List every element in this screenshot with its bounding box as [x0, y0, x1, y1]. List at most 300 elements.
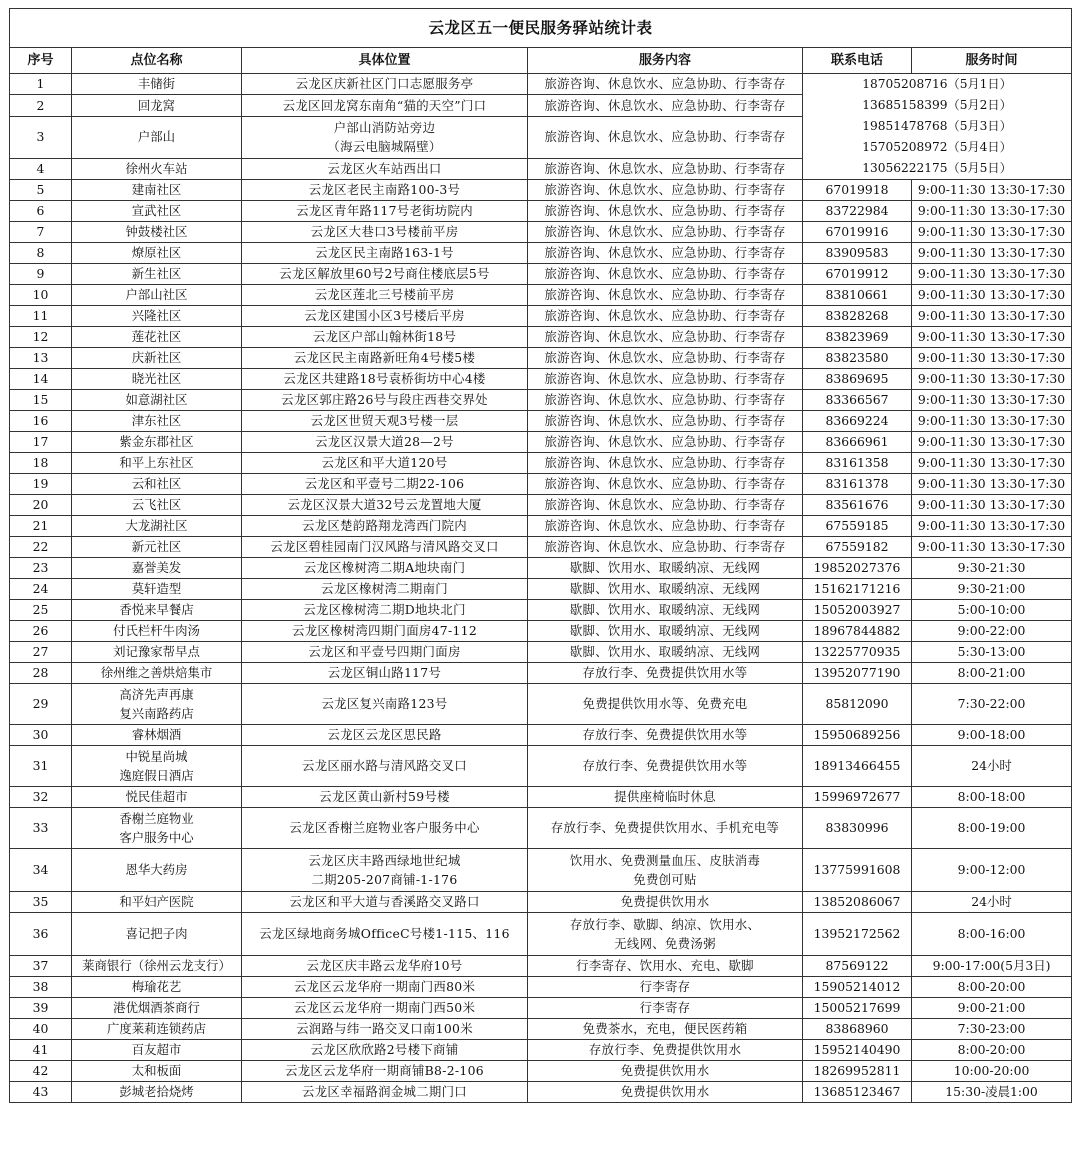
station-location: 云龙区郭庄路26号与段庄西巷交界处: [242, 390, 528, 411]
station-hours: 8:00-21:00: [912, 663, 1072, 684]
station-location: 云龙区欣欣路2号楼下商铺: [242, 1040, 528, 1061]
row-number: 3: [10, 116, 72, 158]
station-name: 彭城老拾烧烤: [72, 1082, 242, 1103]
station-name: 兴隆社区: [72, 306, 242, 327]
table-row: [10, 977, 1072, 998]
table-row: [10, 1061, 1072, 1082]
table-row: [10, 1040, 1072, 1061]
shared-contact-line: 13056222175（5月5日）: [862, 161, 1012, 175]
table-row: [10, 201, 1072, 222]
station-hours: 9:00-11:30 13:30-17:30: [912, 474, 1072, 495]
table-row: [10, 453, 1072, 474]
row-number: 20: [10, 495, 72, 516]
table-row: [10, 432, 1072, 453]
station-service: 行李寄存、饮用水、充电、歇脚: [528, 956, 803, 977]
table-row: [10, 642, 1072, 663]
station-hours: 8:00-20:00: [912, 1040, 1072, 1061]
station-name: 太和板面: [72, 1061, 242, 1082]
row-number: 12: [10, 327, 72, 348]
station-name: 户部山社区: [72, 285, 242, 306]
station-phone: 83868960: [803, 1019, 912, 1040]
station-phone: 83561676: [803, 495, 912, 516]
station-name: 广度莱莉连锁药店: [72, 1019, 242, 1040]
shared-contact-line: 15705208972（5月4日）: [862, 140, 1012, 154]
station-service: 免费茶水，充电，便民医药箱: [528, 1019, 803, 1040]
station-phone: 83823969: [803, 327, 912, 348]
station-location: 云龙区铜山路117号: [242, 663, 528, 684]
station-location: 云龙区云龙区思民路: [242, 725, 528, 746]
station-name: 如意湖社区: [72, 390, 242, 411]
station-hours: 9:00-11:30 13:30-17:30: [912, 537, 1072, 558]
station-phone: 67019912: [803, 264, 912, 285]
station-phone: 67019916: [803, 222, 912, 243]
station-phone: 13225770935: [803, 642, 912, 663]
station-phone: 83161358: [803, 453, 912, 474]
station-service: 旅游咨询、休息饮水、应急协助、行李寄存: [528, 201, 803, 222]
station-location: 云龙区莲北三号楼前平房: [242, 285, 528, 306]
station-name: 嘉誉美发: [72, 558, 242, 579]
station-phone: 13775991608: [803, 849, 912, 892]
station-service: 提供座椅临时休息: [528, 787, 803, 808]
station-name: [72, 684, 242, 725]
station-hours: 9:30-21:00: [912, 579, 1072, 600]
table-row: [10, 516, 1072, 537]
table-row: [10, 74, 1072, 95]
station-phone: 13952172562: [803, 913, 912, 956]
station-service: 行李寄存: [528, 998, 803, 1019]
station-phone: 83669224: [803, 411, 912, 432]
row-number: 22: [10, 537, 72, 558]
station-location: 云龙区汉景大道32号云龙置地大厦: [242, 495, 528, 516]
station-hours: 9:00-22:00: [912, 621, 1072, 642]
station-hours: 9:00-11:30 13:30-17:30: [912, 453, 1072, 474]
station-phone: 67559182: [803, 537, 912, 558]
station-name: 悦民佳超市: [72, 787, 242, 808]
station-phone: 18913466455: [803, 746, 912, 787]
station-hours: 9:00-11:30 13:30-17:30: [912, 495, 1072, 516]
row-number: 35: [10, 892, 72, 913]
station-location: 云龙区世贸天观3号楼一层: [242, 411, 528, 432]
shared-contact-line: 18705208716（5月1日）: [862, 77, 1012, 91]
station-name: 钟鼓楼社区: [72, 222, 242, 243]
row-number: 13: [10, 348, 72, 369]
station-service-line: 饮用水、免费测量血压、皮肤消毒: [569, 853, 761, 868]
row-number: 8: [10, 243, 72, 264]
station-service-line: 无线网、免费汤粥: [614, 936, 716, 951]
station-service: 旅游咨询、休息饮水、应急协助、行李寄存: [528, 369, 803, 390]
row-number: 10: [10, 285, 72, 306]
table-row: [10, 474, 1072, 495]
station-hours: 9:00-12:00: [912, 849, 1072, 892]
station-service: 行李寄存: [528, 977, 803, 998]
station-location: 云龙区建国小区3号楼后平房: [242, 306, 528, 327]
station-name: 回龙窝: [72, 95, 242, 116]
station-hours: 9:00-11:30 13:30-17:30: [912, 390, 1072, 411]
table-row: [10, 369, 1072, 390]
station-service: 旅游咨询、休息饮水、应急协助、行李寄存: [528, 158, 803, 179]
station-service: 免费提供饮用水: [528, 892, 803, 913]
table-row: [10, 621, 1072, 642]
station-location: 云龙区和平壹号二期22-106: [242, 474, 528, 495]
station-hours: 10:00-20:00: [912, 1061, 1072, 1082]
station-location: 云润路与纬一路交叉口南100米: [242, 1019, 528, 1040]
station-phone: 19852027376: [803, 558, 912, 579]
station-name: 莫轩造型: [72, 579, 242, 600]
table-row: [10, 913, 1072, 956]
row-number: 21: [10, 516, 72, 537]
station-location: 云龙区解放里60号2号商住楼底层5号: [242, 264, 528, 285]
station-location: 云龙区绿地商务城OfficeC号楼1-115、116: [242, 913, 528, 956]
station-hours: 9:00-11:30 13:30-17:30: [912, 327, 1072, 348]
station-location: 云龙区回龙窝东南角“猫的天空”门口: [242, 95, 528, 116]
row-number: 38: [10, 977, 72, 998]
row-number: 18: [10, 453, 72, 474]
station-name: 庆新社区: [72, 348, 242, 369]
station-location: 云龙区和平壹号四期门面房: [242, 642, 528, 663]
table-row: [10, 411, 1072, 432]
station-hours: 9:00-11:30 13:30-17:30: [912, 201, 1072, 222]
row-number: 11: [10, 306, 72, 327]
station-phone: 15996972677: [803, 787, 912, 808]
station-location-line: 户部山消防站旁边: [333, 120, 436, 136]
table-row: [10, 579, 1072, 600]
station-phone: 83909583: [803, 243, 912, 264]
table-row: [10, 1019, 1072, 1040]
row-number: 4: [10, 158, 72, 179]
row-number: 27: [10, 642, 72, 663]
station-hours: 9:00-11:30 13:30-17:30: [912, 180, 1072, 201]
station-location: 云龙区和平大道120号: [242, 453, 528, 474]
station-service: 旅游咨询、休息饮水、应急协助、行李寄存: [528, 306, 803, 327]
station-phone: 83666961: [803, 432, 912, 453]
station-location: 云龙区丽水路与清风路交叉口: [242, 746, 528, 787]
header-row: [10, 48, 1072, 74]
station-service: 旅游咨询、休息饮水、应急协助、行李寄存: [528, 453, 803, 474]
row-number: 17: [10, 432, 72, 453]
table-row: [10, 725, 1072, 746]
station-name-line: 高济先声再康: [119, 687, 194, 702]
station-phone: 15162171216: [803, 579, 912, 600]
station-service: 歇脚、饮用水、取暖纳凉、无线网: [528, 621, 803, 642]
station-name-line: 客户服务中心: [119, 830, 194, 845]
station-location: 云龙区青年路117号老街坊院内: [242, 201, 528, 222]
row-number: 25: [10, 600, 72, 621]
station-location: 云龙区老民主南路100-3号: [242, 180, 528, 201]
station-phone: 87569122: [803, 956, 912, 977]
row-number: 36: [10, 913, 72, 956]
station-name: 紫金东郡社区: [72, 432, 242, 453]
row-number: 37: [10, 956, 72, 977]
station-phone: 67559185: [803, 516, 912, 537]
station-name: 大龙湖社区: [72, 516, 242, 537]
station-hours: 9:00-11:30 13:30-17:30: [912, 306, 1072, 327]
station-service: 旅游咨询、休息饮水、应急协助、行李寄存: [528, 327, 803, 348]
row-number: 34: [10, 849, 72, 892]
station-service: 旅游咨询、休息饮水、应急协助、行李寄存: [528, 537, 803, 558]
table-row: [10, 808, 1072, 849]
header-service: 服务内容: [528, 48, 803, 74]
station-location: [242, 849, 528, 892]
station-hours: 15:30-凌晨1:00: [912, 1082, 1072, 1103]
station-phone: 83161378: [803, 474, 912, 495]
row-number: 9: [10, 264, 72, 285]
station-hours: 5:30-13:00: [912, 642, 1072, 663]
station-hours: 9:00-11:30 13:30-17:30: [912, 243, 1072, 264]
station-location: 云龙区复兴南路123号: [242, 684, 528, 725]
station-phone: 83823580: [803, 348, 912, 369]
station-name: 香悦来早餐店: [72, 600, 242, 621]
row-number: 7: [10, 222, 72, 243]
row-number: 28: [10, 663, 72, 684]
station-hours: 24小时: [912, 892, 1072, 913]
station-service: [528, 849, 803, 892]
station-location: 云龙区民主南路163-1号: [242, 243, 528, 264]
station-phone: 83828268: [803, 306, 912, 327]
table-row: [10, 956, 1072, 977]
table-row: [10, 243, 1072, 264]
station-name: 和平妇产医院: [72, 892, 242, 913]
table-row: [10, 663, 1072, 684]
station-hours: 9:00-11:30 13:30-17:30: [912, 285, 1072, 306]
station-name-line: 中锐星尚城: [125, 749, 188, 764]
row-number: 26: [10, 621, 72, 642]
station-location: 云龙区共建路18号袁桥街坊中心4楼: [242, 369, 528, 390]
station-service: 存放行李、免费提供饮用水等: [528, 746, 803, 787]
row-number: 19: [10, 474, 72, 495]
row-number: 2: [10, 95, 72, 116]
header-no: 序号: [10, 48, 72, 74]
table-row: [10, 1082, 1072, 1103]
station-location: 云龙区民主南路新旺角4号楼5楼: [242, 348, 528, 369]
station-service: 免费提供饮用水等、免费充电: [528, 684, 803, 725]
station-location: 云龙区和平大道与香溪路交叉路口: [242, 892, 528, 913]
station-hours: 8:00-19:00: [912, 808, 1072, 849]
station-service: [528, 913, 803, 956]
row-number: 16: [10, 411, 72, 432]
table-row: [10, 264, 1072, 285]
row-number: 43: [10, 1082, 72, 1103]
shared-contact-numbers: [803, 74, 1072, 180]
row-number: 1: [10, 74, 72, 95]
station-service: 旅游咨询、休息饮水、应急协助、行李寄存: [528, 243, 803, 264]
station-phone: 83869695: [803, 369, 912, 390]
header-hours: 服务时间: [912, 48, 1072, 74]
station-hours: 9:00-18:00: [912, 725, 1072, 746]
station-phone: 13852086067: [803, 892, 912, 913]
station-phone: 15052003927: [803, 600, 912, 621]
station-location-line: 云龙区庆丰路西绿地世纪城: [308, 853, 461, 868]
row-number: 39: [10, 998, 72, 1019]
station-location: 云龙区楚韵路翔龙湾西门院内: [242, 516, 528, 537]
table-row: [10, 495, 1072, 516]
table-row: [10, 787, 1072, 808]
station-location: 云龙区庆新社区门口志愿服务亭: [242, 74, 528, 95]
station-location: 云龙区橡树湾二期D地块北门: [242, 600, 528, 621]
station-hours: 24小时: [912, 746, 1072, 787]
shared-contact-line: 13685158399（5月2日）: [862, 98, 1012, 112]
table-row: [10, 390, 1072, 411]
station-service: 旅游咨询、休息饮水、应急协助、行李寄存: [528, 432, 803, 453]
station-name: 刘记豫家帮早点: [72, 642, 242, 663]
table-title: 云龙区五一便民服务驿站统计表: [10, 9, 1072, 48]
station-hours: 9:00-11:30 13:30-17:30: [912, 222, 1072, 243]
station-service: 存放行李、免费提供饮用水、手机充电等: [528, 808, 803, 849]
station-service: 免费提供饮用水: [528, 1082, 803, 1103]
row-number: 24: [10, 579, 72, 600]
station-service: 旅游咨询、休息饮水、应急协助、行李寄存: [528, 516, 803, 537]
header-phone: 联系电话: [803, 48, 912, 74]
station-service: 旅游咨询、休息饮水、应急协助、行李寄存: [528, 348, 803, 369]
station-location: 云龙区云龙华府一期商铺B8-2-106: [242, 1061, 528, 1082]
shared-contact-line: 19851478768（5月3日）: [862, 119, 1012, 133]
row-number: 40: [10, 1019, 72, 1040]
station-name-line: 逸庭假日酒店: [119, 768, 194, 783]
table-row: [10, 998, 1072, 1019]
table-row: [10, 222, 1072, 243]
station-phone: 15905214012: [803, 977, 912, 998]
station-name-line: 复兴南路药店: [119, 706, 194, 721]
table-row: [10, 306, 1072, 327]
row-number: 5: [10, 180, 72, 201]
table-row: [10, 180, 1072, 201]
station-name: 燎原社区: [72, 243, 242, 264]
row-number: 29: [10, 684, 72, 725]
station-name: 睿林烟酒: [72, 725, 242, 746]
station-phone: 13952077190: [803, 663, 912, 684]
station-hours: 9:00-11:30 13:30-17:30: [912, 411, 1072, 432]
station-location: 云龙区橡树湾二期南门: [242, 579, 528, 600]
table-row: [10, 348, 1072, 369]
station-hours: 9:00-11:30 13:30-17:30: [912, 264, 1072, 285]
header-name: 点位名称: [72, 48, 242, 74]
station-phone: 18967844882: [803, 621, 912, 642]
station-service: 旅游咨询、休息饮水、应急协助、行李寄存: [528, 285, 803, 306]
station-location: 云龙区橡树湾四期门面房47-112: [242, 621, 528, 642]
station-location-line: 二期205-207商铺-1-176: [311, 872, 458, 887]
station-service: 歇脚、饮用水、取暖纳凉、无线网: [528, 579, 803, 600]
station-name: 莱商银行（徐州云龙支行）: [72, 956, 242, 977]
row-number: 6: [10, 201, 72, 222]
station-hours: 7:30-23:00: [912, 1019, 1072, 1040]
row-number: 14: [10, 369, 72, 390]
station-hours: 7:30-22:00: [912, 684, 1072, 725]
station-name: 建南社区: [72, 180, 242, 201]
table-row: [10, 684, 1072, 725]
station-service: 旅游咨询、休息饮水、应急协助、行李寄存: [528, 180, 803, 201]
station-hours: 9:00-11:30 13:30-17:30: [912, 432, 1072, 453]
station-hours: 5:00-10:00: [912, 600, 1072, 621]
station-phone: 67019918: [803, 180, 912, 201]
station-hours: 8:00-20:00: [912, 977, 1072, 998]
station-name: [72, 808, 242, 849]
station-name: [72, 746, 242, 787]
station-name-line: 香榭兰庭物业: [119, 811, 194, 826]
station-service: 旅游咨询、休息饮水、应急协助、行李寄存: [528, 95, 803, 116]
station-location: 云龙区户部山翰林街18号: [242, 327, 528, 348]
row-number: 42: [10, 1061, 72, 1082]
station-service: 旅游咨询、休息饮水、应急协助、行李寄存: [528, 495, 803, 516]
station-location: 云龙区香榭兰庭物业客户服务中心: [242, 808, 528, 849]
station-name: 徐州维之善烘焙集市: [72, 663, 242, 684]
station-name: 新生社区: [72, 264, 242, 285]
station-name: 和平上东社区: [72, 453, 242, 474]
station-name: 新元社区: [72, 537, 242, 558]
station-phone: 15950689256: [803, 725, 912, 746]
station-name: 宣武社区: [72, 201, 242, 222]
station-name: 云和社区: [72, 474, 242, 495]
station-location: 云龙区橡树湾二期A地块南门: [242, 558, 528, 579]
station-service: 歇脚、饮用水、取暖纳凉、无线网: [528, 642, 803, 663]
station-service: 旅游咨询、休息饮水、应急协助、行李寄存: [528, 474, 803, 495]
row-number: 31: [10, 746, 72, 787]
station-hours: 9:30-21:30: [912, 558, 1072, 579]
station-phone: 18269952811: [803, 1061, 912, 1082]
station-name: 津东社区: [72, 411, 242, 432]
station-location-line: （海云电脑城隔壁）: [327, 139, 442, 155]
station-hours: 9:00-11:30 13:30-17:30: [912, 348, 1072, 369]
station-name: 云飞社区: [72, 495, 242, 516]
station-location: 云龙区碧桂园南门汉风路与清风路交叉口: [242, 537, 528, 558]
station-phone: 85812090: [803, 684, 912, 725]
station-service: 旅游咨询、休息饮水、应急协助、行李寄存: [528, 411, 803, 432]
station-name: 付氏栏杆牛肉汤: [72, 621, 242, 642]
row-number: 33: [10, 808, 72, 849]
station-location: [242, 116, 528, 158]
table-row: [10, 849, 1072, 892]
station-name: 恩华大药房: [72, 849, 242, 892]
station-name: 港优烟酒茶商行: [72, 998, 242, 1019]
station-hours: 9:00-21:00: [912, 998, 1072, 1019]
station-service: 旅游咨询、休息饮水、应急协助、行李寄存: [528, 74, 803, 95]
row-number: 30: [10, 725, 72, 746]
title-row: [10, 9, 1072, 48]
station-location: 云龙区云龙华府一期南门西80米: [242, 977, 528, 998]
station-hours: 9:00-11:30 13:30-17:30: [912, 369, 1072, 390]
table-row: [10, 892, 1072, 913]
table-row: [10, 537, 1072, 558]
station-location: 云龙区幸福路润金城二期门口: [242, 1082, 528, 1103]
table-row: [10, 746, 1072, 787]
service-station-table: [9, 8, 1072, 1103]
header-location: 具体位置: [242, 48, 528, 74]
row-number: 41: [10, 1040, 72, 1061]
table-row: [10, 327, 1072, 348]
station-phone: 13685123467: [803, 1082, 912, 1103]
station-name: 徐州火车站: [72, 158, 242, 179]
station-hours: 8:00-18:00: [912, 787, 1072, 808]
station-service: 旅游咨询、休息饮水、应急协助、行李寄存: [528, 116, 803, 158]
station-phone: 15952140490: [803, 1040, 912, 1061]
station-service-line: 存放行李、歇脚、纳凉、饮用水、: [569, 917, 761, 932]
station-name: 户部山: [72, 116, 242, 158]
station-service: 歇脚、饮用水、取暖纳凉、无线网: [528, 558, 803, 579]
station-service: 旅游咨询、休息饮水、应急协助、行李寄存: [528, 222, 803, 243]
station-service: 存放行李、免费提供饮用水等: [528, 725, 803, 746]
station-phone: 83810661: [803, 285, 912, 306]
station-phone: 83830996: [803, 808, 912, 849]
station-service: 存放行李、免费提供饮用水等: [528, 663, 803, 684]
station-name: 喜记把子肉: [72, 913, 242, 956]
table-body: [10, 9, 1072, 1103]
station-hours: 9:00-11:30 13:30-17:30: [912, 516, 1072, 537]
station-service: 存放行李、免费提供饮用水: [528, 1040, 803, 1061]
station-hours: 9:00-17:00(5月3日): [912, 956, 1072, 977]
station-service: 歇脚、饮用水、取暖纳凉、无线网: [528, 600, 803, 621]
station-service: 免费提供饮用水: [528, 1061, 803, 1082]
station-location: 云龙区云龙华府一期南门西50米: [242, 998, 528, 1019]
table-row: [10, 285, 1072, 306]
station-location: 云龙区庆丰路云龙华府10号: [242, 956, 528, 977]
